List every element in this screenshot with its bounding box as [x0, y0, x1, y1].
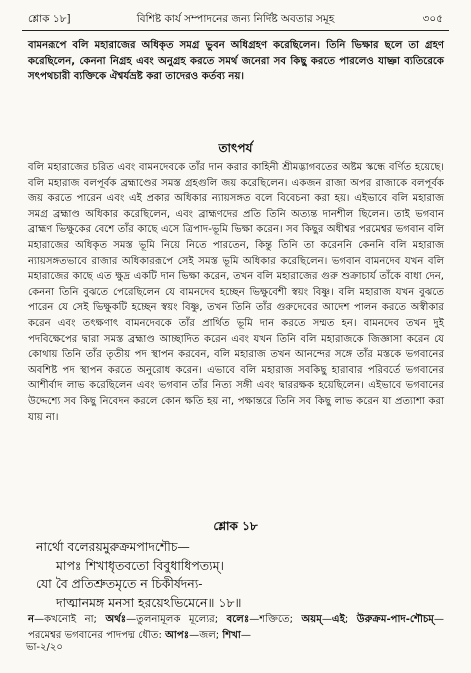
synonym-meaning: —পরমেশ্বর ভগবানের পাদপদ্ম ধৌত:: [28, 614, 445, 641]
synonym-term: বলেঃ: [226, 614, 250, 625]
word-synonyms: [28, 612, 444, 643]
page-number: ৩০৫: [422, 13, 443, 25]
verse-line: যো বৈ প্রতিশ্রুতমৃতে ন চিকীর্ষদন্য-: [36, 576, 203, 591]
verse-line: মাপঃ শিখাধৃতবতো বিবুধাধিপত্যম্।: [56, 557, 224, 573]
synonym-meaning: —কখনোই না;: [34, 614, 106, 625]
verse-line: দাত্মানমঙ্গ মনসা হরয়েঽভিমেনে॥ ১৮॥: [56, 594, 242, 610]
purport-paragraph: বলি মহারাজের চরিত এবং বামনদেবকে তাঁর দান করার কাহিনী শ্রীমদ্ভাগবতের অষ্টম স্কন্ধে বর্ণিত হয়েছে। বলি মহারাজ বলপূর্বক ব্রহ্মাণ্ডের সমস্ত গ্রহগুলি জয় করেছিলেন। একজন রাজা অপর রাজাকে বলপূর্বক জয় করতে পারেন এবং এই প্রকার অধিকার ন্যায়সঙ্গত বলে বিবেচনা করা হয়। এইভাবে বলি মহারাজ সমগ্র ব্রহ্মাণ্ড অধিকার করেছিলেন, এবং ব্রাহ্মণদের প্রতি তিনি অত্যন্ত দানশীল ছিলেন। তাই ভগবান ব্রাহ্মণ ভিক্ষুকের বেশে তাঁর কাছে এসে ত্রিপাদ-ভূমি ভিক্ষা করেন। সব কিছুর অধীশ্বর পরমেশ্বর ভগবান বলি মহারাজের অধিকৃত সমস্ত ভূমি নিয়ে নিতে পারতেন, কিন্তু তিনি তা করেননি কেননি বলি মহারাজ ন্যায়সঙ্গতভাবে রাজার অধিকাররূপে সেই সমস্ত ভূমি অধিকার করেছিলেন। ভগবান বামনদেব যখন বলি মহারাজের কাছে এত ক্ষুদ্র একটি দান ভিক্ষা করেন, তখন বলি মহারাজের গুরু শুক্রাচার্য তাঁকে বাধা দেন, কেননা তিনি বুঝতে পেরেছিলেন যে বামনদেব হচ্ছেন ভিক্ষুবেশী স্বয়ং বিষ্ণু। বলি মহারাজ যখন বুঝতে পারেন যে সেই ভিক্ষুকটি হচ্ছেন স্বয়ং বিষ্ণু, তখন তিনি তাঁর গুরুদেবের আদেশ পালন করতে অস্বীকার করেন এবং তৎক্ষণাৎ বামনদেবকে তাঁর প্রার্থিত ভূমি দান করতে সম্মত হন। বামনদেব তখন দুই পদবিক্ষেপের দ্বারা সমস্ত ব্রহ্মাণ্ড আচ্ছাদিত করেন এবং যখন তিনি বলি মহারাজকে জিজ্ঞাসা করেন যে কোথায় তিনি তাঁর তৃতীয় পদ স্থাপন করবেন, বলি মহারাজ তখন আনন্দের সঙ্গে তাঁর মস্তকে ভগবানের অবশিষ্ট পদ স্থাপন করতে অনুরোধ করেন। এভাবে বলি মহারাজ সবকিছু হারাবার পরিবর্তে ভগবানের আশীর্বাদ লাভ করেছিলেন এবং ভগবান তাঁর নিত্য সঙ্গী এবং দ্বাররক্ষক হয়েছিলেন। এইভাবে ভগবানের উদ্দেশ্যে সব কিছু নিবেদন করলে কোন ক্ষতি হয় না, পক্ষান্তরে তিনি সব কিছু লাভ করেন যা প্রত্যাশা করা যায় না।: [28, 162, 444, 423]
synonym-term: অয়ম্: [301, 614, 322, 625]
synonym-term: অর্থঃ: [105, 614, 127, 625]
header-verse-ref: শ্লোক ১৮]: [28, 13, 71, 25]
synonym-term: উরুক্রম-পাদ-শৌচম্: [356, 614, 434, 625]
header-chapter-title: বিশিষ্ট কার্য সম্পাদনের জন্য নির্দিষ্ট অবতার সমূহ: [136, 13, 335, 25]
synonym-meaning: —তুলনামূলক মূল্যের;: [126, 614, 227, 625]
synonym-meaning: —শক্তিতে;: [249, 614, 302, 625]
header-rule: [22, 30, 449, 31]
verse-heading: শ্লোক ১৮: [213, 519, 258, 533]
synonym-meaning: —: [321, 614, 332, 625]
purport-heading: তাৎপর্য: [218, 141, 253, 155]
synonym-term: শিখা: [222, 629, 241, 641]
synonym-term: আপঃ: [165, 629, 190, 641]
running-header: [22, 10, 449, 28]
synonym-meaning: ;: [344, 614, 357, 625]
intro-paragraph: বামনরূপে বলি মহারাজের অধিকৃত সমগ্র ভুবন অধিগ্রহণ করেছিলেন। তিনি ভিক্ষার ছলে তা গ্রহণ করেছিলেন, কেননা নিগ্রহ এবং অনুগ্রহ করতে সমর্থ জনেরা সব কিছু করতে পারলেও যাচ্ঞা ব্যতিরেকে সৎপথচারী ব্যক্তিকে ঐশ্বর্যভ্রষ্ট করা তাদেরও কর্তব্য নয়।: [28, 40, 444, 83]
page-footer-signature: ভা-২/২০: [26, 642, 63, 653]
synonym-meaning: —: [240, 629, 251, 641]
verse-line: নার্থো বলেরয়মুরুক্রমপাদশৌচ—: [36, 539, 190, 554]
synonym-meaning: —জল;: [189, 629, 223, 641]
synonym-term: ন: [28, 614, 35, 625]
synonym-term: এই: [331, 614, 345, 625]
sanskrit-verse: [36, 538, 446, 612]
